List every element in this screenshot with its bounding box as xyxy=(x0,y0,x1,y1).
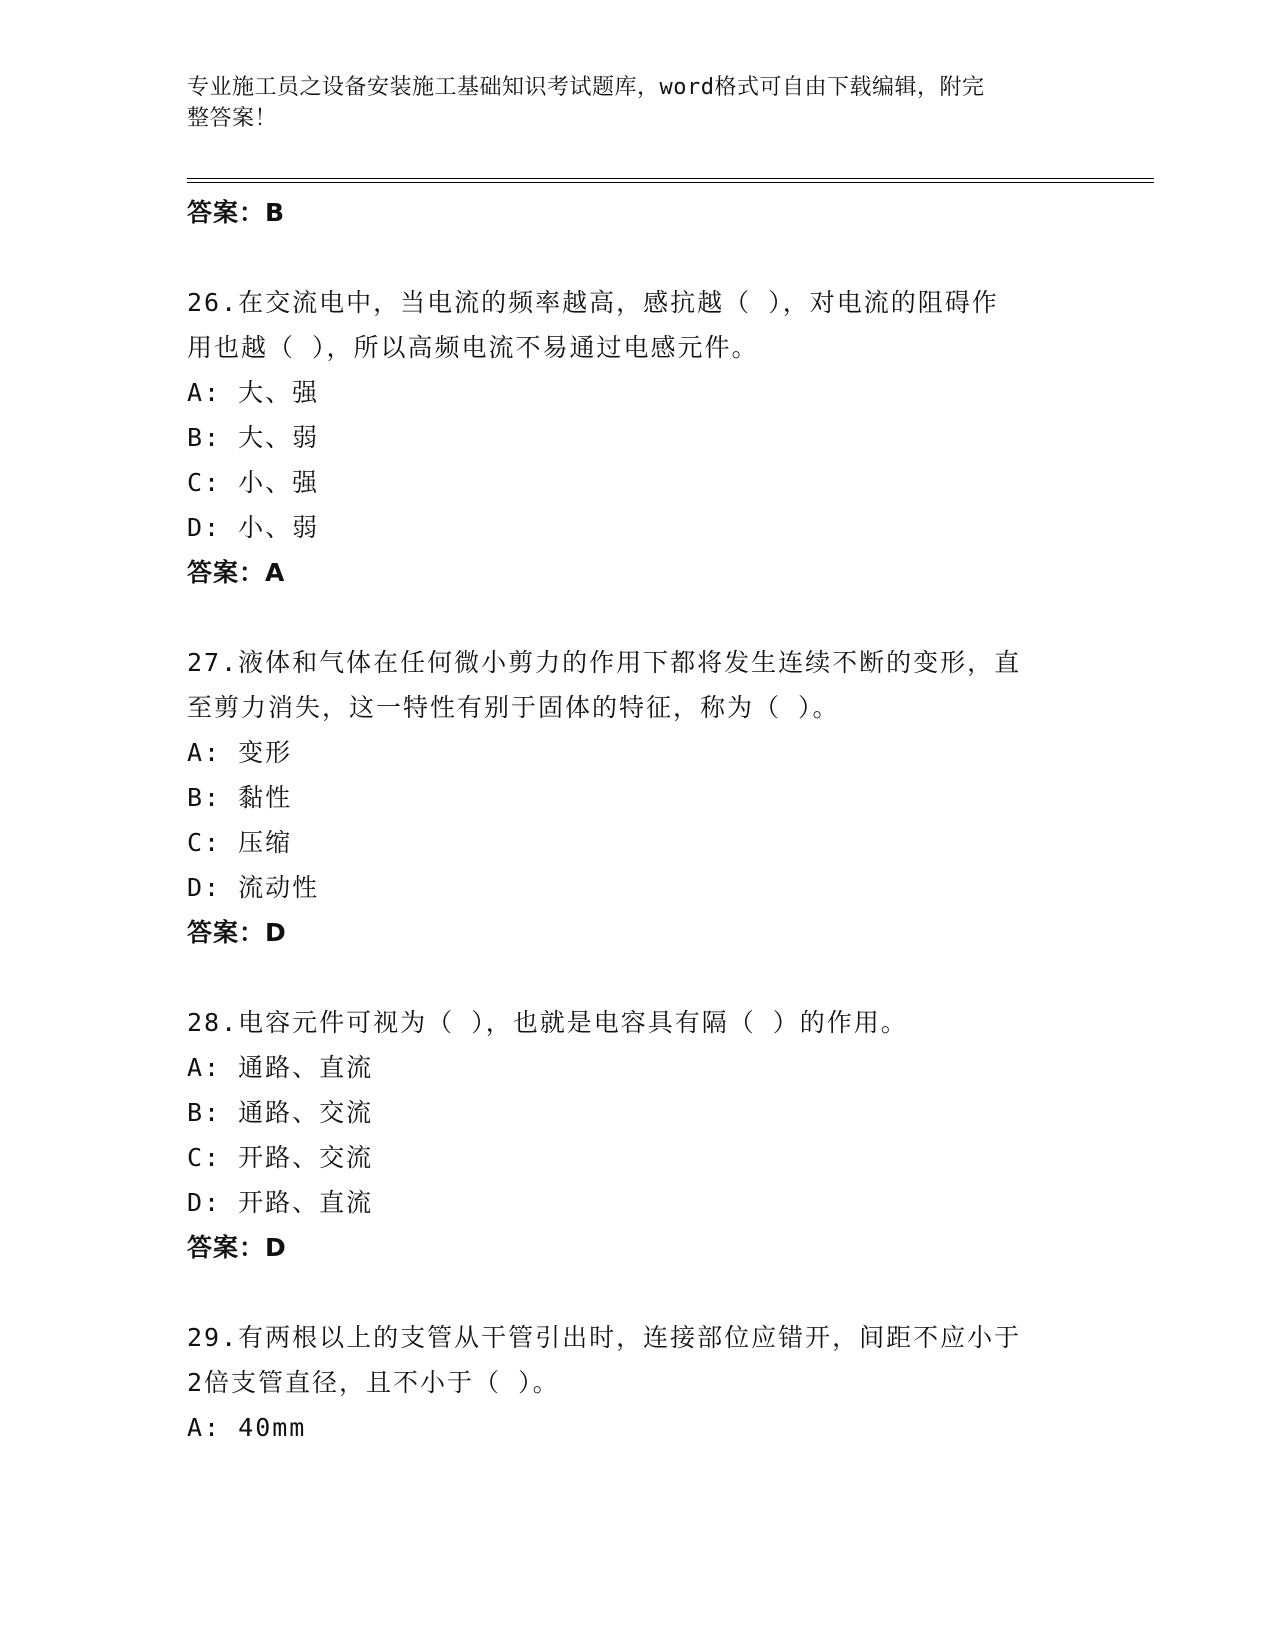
option-a: A: 40mm xyxy=(187,1413,307,1442)
question-text-line: 2倍支管直径，且不小于（ ）。 xyxy=(187,1368,560,1397)
option-d: D: 流动性 xyxy=(187,873,320,902)
question-text-line: 用也越（ ），所以高频电流不易通过电感元件。 xyxy=(187,333,759,362)
question-text-line: 29.有两根以上的支管从干管引出时，连接部位应错开，间距不应小于 xyxy=(187,1323,1022,1352)
option-c: C: 压缩 xyxy=(187,828,293,857)
question-list xyxy=(187,190,1117,1450)
option-b: B: 大、弱 xyxy=(187,423,320,452)
question-text-line: 28.电容元件可视为（ ），也就是电容具有隔（ ）的作用。 xyxy=(187,1008,908,1037)
answer-label: 答案：A xyxy=(187,558,286,587)
spacer xyxy=(187,955,1117,1000)
answer-label: 答案：D xyxy=(187,918,287,947)
spacer xyxy=(187,235,1117,280)
question-28 xyxy=(187,1000,1117,1270)
option-c: C: 小、强 xyxy=(187,468,320,497)
question-27 xyxy=(187,640,1117,955)
option-d: D: 小、弱 xyxy=(187,513,320,542)
question-26 xyxy=(187,280,1117,595)
question-29 xyxy=(187,1315,1117,1450)
answer-label: 答案：B xyxy=(187,198,286,227)
question-text-line: 27.液体和气体在任何微小剪力的作用下都将发生连续不断的变形，直 xyxy=(187,648,1022,677)
header-line-2: 整答案！ xyxy=(187,106,278,131)
option-a: A: 通路、直流 xyxy=(187,1053,374,1082)
option-a: A: 变形 xyxy=(187,738,293,767)
option-b: B: 通路、交流 xyxy=(187,1098,374,1127)
document-header xyxy=(187,72,1067,134)
header-line-1: 专业施工员之设备安装施工基础知识考试题库，word格式可自由下载编辑，附完 xyxy=(187,75,985,100)
question-text-line: 至剪力消失，这一特性有别于固体的特征，称为（ ）。 xyxy=(187,693,840,722)
option-d: D: 开路、直流 xyxy=(187,1188,374,1217)
option-a: A: 大、强 xyxy=(187,378,320,407)
option-c: C: 开路、交流 xyxy=(187,1143,374,1172)
option-b: B: 黏性 xyxy=(187,783,293,812)
answer-label: 答案：D xyxy=(187,1233,287,1262)
spacer xyxy=(187,595,1117,640)
header-divider xyxy=(187,178,1154,183)
question-text-line: 26.在交流电中，当电流的频率越高，感抗越（ ），对电流的阻碍作 xyxy=(187,288,999,317)
spacer xyxy=(187,1270,1117,1315)
